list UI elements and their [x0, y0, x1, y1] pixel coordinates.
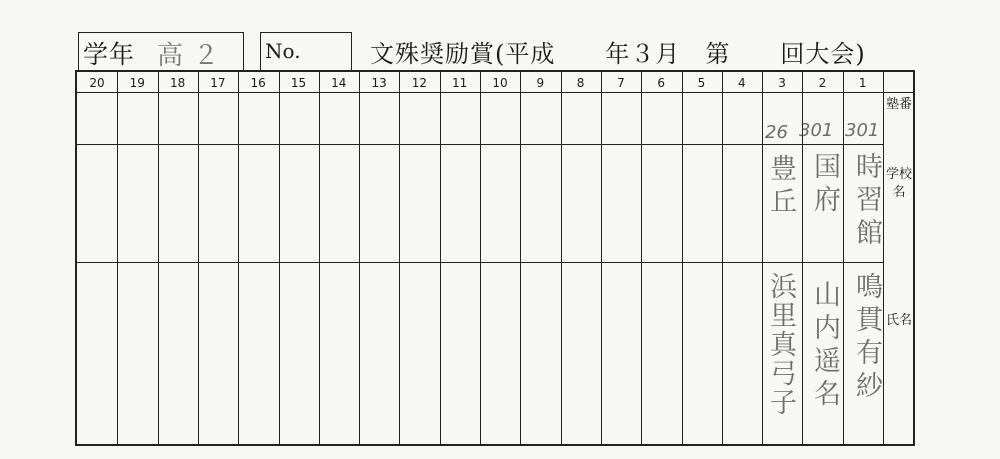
row-label-juku-number: 塾番 [885, 97, 912, 112]
column-divider [440, 72, 441, 444]
column-number: 15 [290, 76, 307, 90]
column-number: 14 [331, 76, 347, 90]
row-label-full-name: 氏名 [885, 313, 912, 328]
column-divider [520, 72, 521, 444]
column-divider [399, 72, 400, 444]
column-divider [561, 72, 562, 444]
juku-number-col1: 301 [845, 120, 880, 141]
grade-value: 高２ [157, 41, 230, 71]
column-divider [682, 72, 683, 444]
column-divider [279, 72, 280, 444]
column-divider [359, 72, 360, 444]
column-number: 20 [89, 76, 105, 90]
column-divider [601, 72, 602, 444]
column-number: 2 [818, 76, 827, 90]
column-number: 13 [371, 76, 387, 90]
grade-label: 学年 [83, 40, 136, 69]
column-divider [480, 72, 481, 444]
juku-number-col2: 301 [799, 120, 834, 141]
number-box [260, 32, 352, 70]
header-row-divider [77, 92, 913, 93]
award-title: 文殊奨励賞(平成 年３月 第 回大会) [370, 40, 866, 68]
column-divider [198, 72, 199, 444]
column-number: 5 [697, 76, 706, 90]
school-col1: 時習館 [851, 152, 882, 251]
column-number: 18 [169, 76, 186, 90]
school-col3: 豊丘 [765, 154, 796, 220]
school-col2: 国府 [809, 152, 840, 218]
juku-number-col3: 26 [765, 122, 788, 143]
name-col2: 山内遥名 [809, 280, 840, 412]
column-divider [238, 72, 239, 444]
row-label-school-name: 学校名 [885, 167, 912, 200]
column-divider [722, 72, 723, 444]
column-number: 11 [452, 76, 468, 90]
column-divider [802, 72, 803, 444]
column-number: 7 [617, 76, 625, 90]
column-number: 8 [576, 76, 585, 90]
column-number: 12 [411, 76, 428, 90]
column-divider [641, 72, 642, 444]
name-col1: 鳴貫有紗 [851, 272, 882, 404]
column-number: 10 [492, 76, 508, 90]
label-column-divider [883, 72, 884, 444]
column-divider [117, 72, 118, 444]
grade-box [78, 32, 244, 70]
column-number: 4 [737, 76, 746, 90]
name-col3: 浜里真弓子 [765, 272, 796, 417]
column-number: 17 [210, 76, 226, 90]
roster-table [75, 70, 915, 446]
column-divider [843, 72, 844, 444]
column-divider [158, 72, 159, 444]
column-number: 16 [250, 76, 266, 90]
form-header [78, 30, 908, 70]
column-number: 6 [657, 76, 665, 90]
column-divider [319, 72, 320, 444]
column-number: 19 [129, 76, 145, 90]
column-number: 3 [778, 76, 786, 90]
column-number: 1 [858, 76, 867, 90]
number-label: No. [265, 39, 301, 63]
column-divider [762, 72, 763, 444]
column-number: 9 [536, 76, 545, 90]
